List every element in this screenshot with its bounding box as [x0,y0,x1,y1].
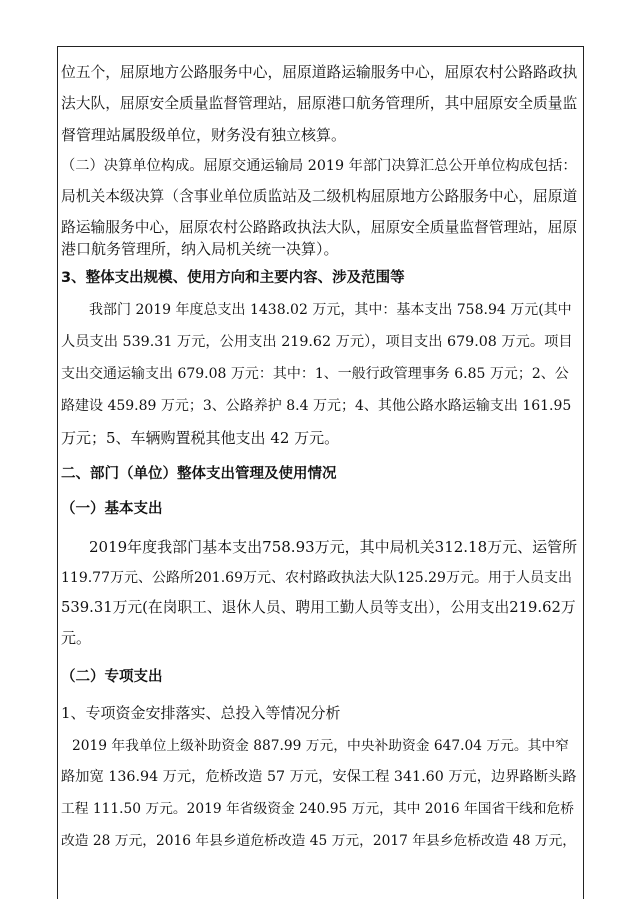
body-line: 支出交通运输支出 679.08 万元：其中：1、一般行政管理事务 6.85 万元；2、公 [61,366,569,382]
body-line: 1、专项资金安排落实、总投入等情况分析 [61,704,341,722]
body-line: 万元；5、车辆购置税其他支出 42 万元。 [61,429,340,447]
body-line: 港口航务管理所，纳入局机关统一决算）。 [61,240,339,258]
body-line: 工程 111.50 万元。2019 年省级资金 240.95 万元，其中 2016 年国省干线和危桥 [61,801,575,817]
section-heading: 3、整体支出规模、使用方向和主要内容、涉及范围等 [61,270,405,286]
body-line: 119.77万元、公路所201.69万元、农村路政执法大队125.29万元。用于人员支出 [61,570,572,586]
body-line: 局机关本级决算（含事业单位质监站及二级机构屈原地方公路服务中心，屈原道 [61,188,578,205]
body-line: 位五个，屈原地方公路服务中心，屈原道路运输服务中心，屈原农村公路路政执 [61,64,578,81]
body-line: 539.31万元(在岗职工、退休人员、聘用工勤人员等支出），公用支出219.62万 [61,599,576,616]
body-line: 2019 年我单位上级补助资金 887.99 万元，中央补助资金 647.04 万元。其中窄 [72,738,569,754]
body-line: 人员支出 539.31 万元，公用支出 219.62 万元），项目支出 679.08 万元。项目 [61,334,573,350]
section-heading: 二、部门（单位）整体支出管理及使用情况 [61,466,337,482]
subsection-heading: （一）基本支出 [61,501,163,517]
body-line: 元。 [61,629,92,647]
body-line: 路建设 459.89 万元；3、公路养护 8.4 万元；4、其他公路水路运输支出 161.95 [61,398,572,414]
body-line: 2019年度我部门基本支出758.93万元，其中局机关312.18万元、运管所 [89,538,578,556]
body-line: 我部门 2019 年度总支出 1438.02 万元，其中：基本支出 758.94 万元(其中 [89,302,572,318]
body-line: 督管理站属股级单位，财务没有独立核算。 [61,126,347,144]
body-line: 改造 28 万元，2016 年县乡道危桥改造 45 万元，2017 年县乡危桥改造 48 万元， [61,833,576,849]
body-line: （二）决算单位构成。屈原交通运输局 2019 年部门决算汇总公开单位构成包括： [61,158,577,174]
body-line: 路运输服务中心，屈原农村公路路政执法大队，屈原安全质量监督管理站，屈原 [61,219,578,236]
body-line: 法大队，屈原安全质量监督管理站，屈原港口航务管理所，其中屈原安全质量监 [61,95,578,112]
body-line: 路加宽 136.94 万元，危桥改造 57 万元，安保工程 341.60 万元，边界路断头路 [61,769,577,785]
subsection-heading: （二）专项支出 [61,669,163,685]
